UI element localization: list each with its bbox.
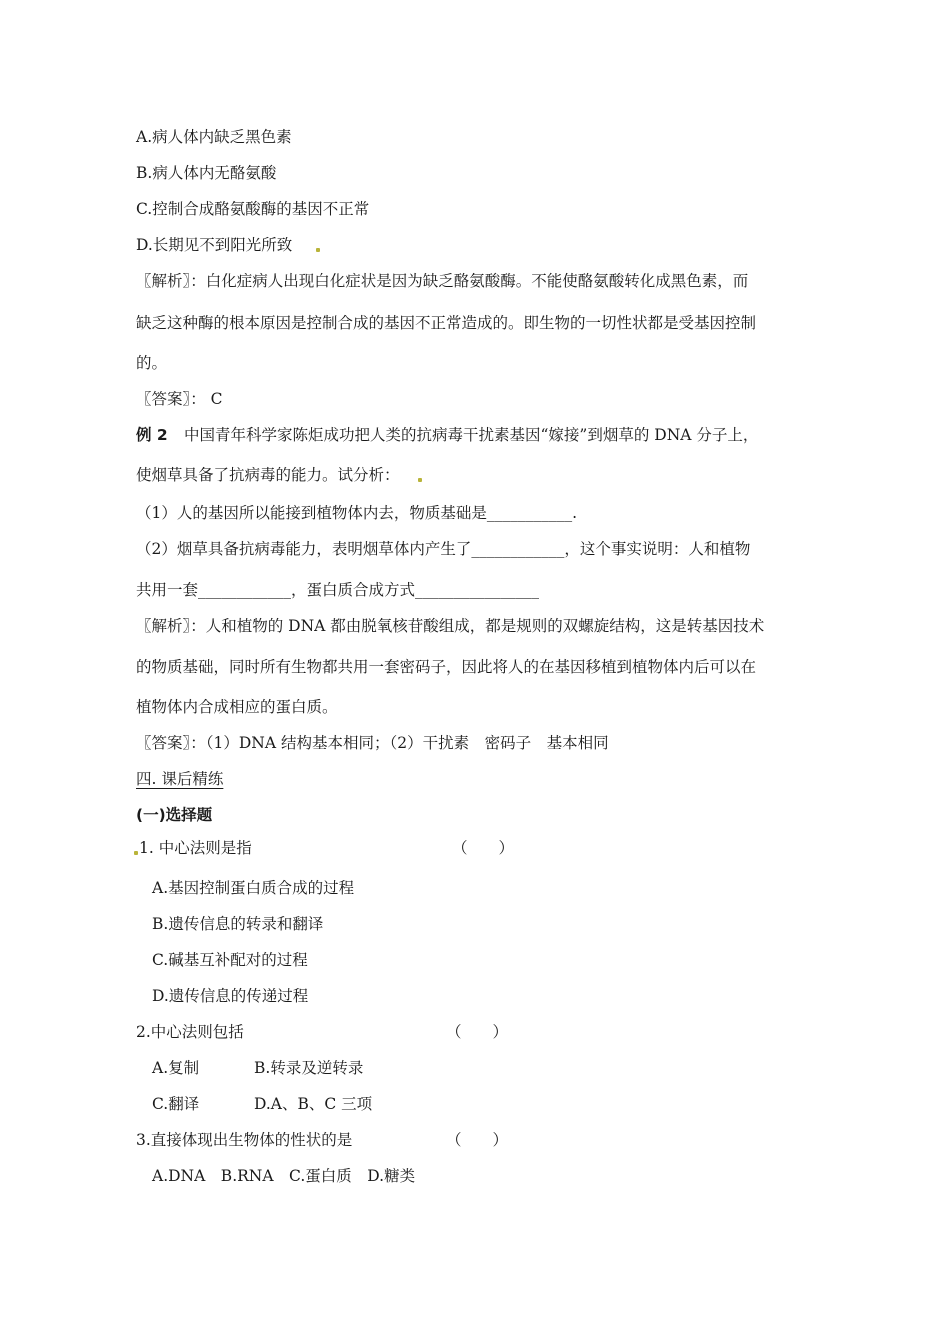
question-option: D.遗传信息的传递过程	[152, 987, 309, 1005]
question-stem: 3.直接体现出生物体的性状的是	[136, 1131, 353, 1149]
sub-question-2: 共用一套____________，蛋白质合成方式________________	[136, 581, 540, 599]
question-option: A.基因控制蛋白质合成的过程	[152, 879, 355, 897]
marker-dot	[134, 851, 138, 855]
example-text: 使烟草具备了抗病毒的能力。试分析：	[136, 466, 400, 484]
option-c: C.控制合成酪氨酸酶的基因不正常	[136, 200, 370, 218]
example-text: 中国青年科学家陈炬成功把人类的抗病毒干扰素基因“嫁接”到烟草的 DNA 分子上，	[184, 426, 759, 444]
question-option: B.转录及逆转录	[254, 1059, 364, 1077]
analysis-line: 植物体内合成相应的蛋白质。	[136, 698, 338, 716]
analysis-line: 缺乏这种酶的根本原因是控制合成的基因不正常造成的。即生物的一切性状都是受基因控制	[136, 314, 757, 332]
question-option: C.碱基互补配对的过程	[152, 951, 308, 969]
answer-paren: （ ）	[452, 839, 515, 857]
answer-paren: （ ）	[446, 1131, 509, 1149]
question-option: B.遗传信息的转录和翻译	[152, 915, 324, 933]
question-option: D.A、B、C 三项	[254, 1095, 373, 1113]
section-title: 四. 课后精练	[136, 770, 224, 788]
analysis-line: 的物质基础，同时所有生物都共用一套密码子，因此将人的在基因移植到植物体内后可以在	[136, 658, 757, 676]
answer-line: 〖答案〗：（1）DNA 结构基本相同；（2）干扰素 密码子 基本相同	[136, 734, 609, 752]
analysis-line: 的。	[136, 354, 168, 372]
analysis-line: 〖解析〗：人和植物的 DNA 都由脱氧核苷酸组成，都是规则的双螺旋结构，这是转基因技术	[136, 617, 765, 635]
option-a: A.病人体内缺乏黑色素	[136, 128, 292, 146]
answer-paren: （ ）	[446, 1023, 509, 1041]
analysis-line: 〖解析〗：白化症病人出现白化症状是因为缺乏酪氨酸酶。不能使酪氨酸转化成黑色素，而	[136, 272, 749, 290]
question-stem: 2.中心法则包括	[136, 1023, 244, 1041]
question-option: C.翻译	[152, 1095, 200, 1113]
marker-dot	[418, 478, 422, 482]
sub-question-1: （1）人的基因所以能接到植物体内去，物质基础是___________.	[136, 504, 578, 522]
example-label: 例 2	[136, 426, 168, 444]
answer-line: 〖答案〗： C	[136, 390, 223, 408]
section-subtitle: (一)选择题	[136, 806, 213, 824]
question-stem: 1. 中心法则是指	[139, 839, 252, 857]
option-b: B.病人体内无酪氨酸	[136, 164, 277, 182]
question-option: A.复制	[152, 1059, 200, 1077]
sub-question-2: （2）烟草具备抗病毒能力，表明烟草体内产生了____________，这个事实说明：人和植物	[136, 540, 751, 558]
option-d: D.长期见不到阳光所致	[136, 236, 293, 254]
question-option: A.DNA B.RNA C.蛋白质 D.糖类	[152, 1167, 416, 1185]
marker-dot	[316, 248, 320, 252]
